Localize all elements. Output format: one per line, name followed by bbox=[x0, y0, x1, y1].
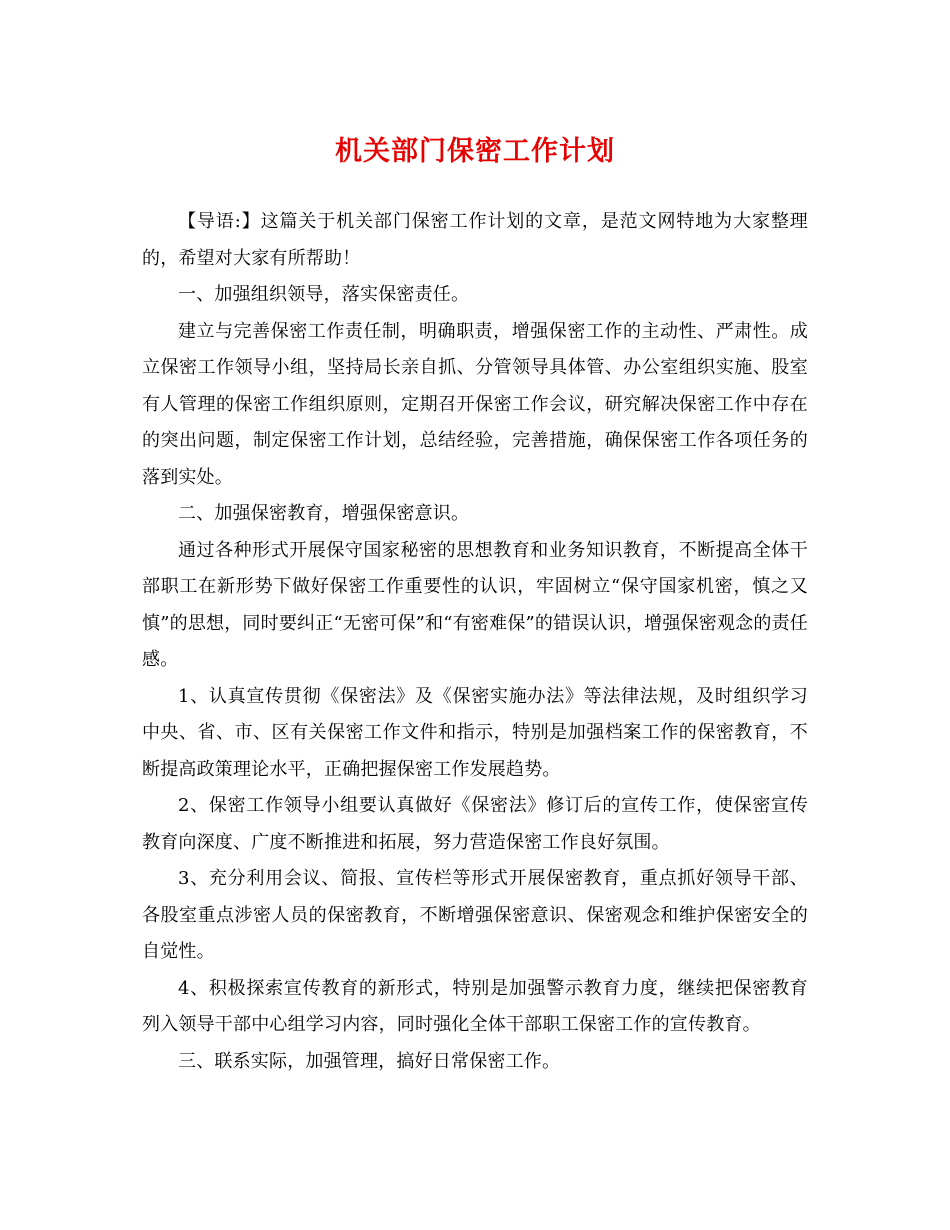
list-item-2: 2、保密工作领导小组要认真做好《保密法》修订后的宣传工作，使保密宣传教育向深度、广度不断推进和拓展，努力营造保密工作良好氛围。 bbox=[142, 795, 808, 853]
page-title: 机关部门保密工作计划 bbox=[335, 136, 615, 167]
section-heading-3: 三、联系实际，加强管理，搞好日常保密工作。 bbox=[178, 1050, 561, 1072]
document-body bbox=[142, 204, 808, 1080]
body-paragraph: 通过各种形式开展保守国家秘密的思想教育和业务知识教育，不断提高全体干部职工在新形势下做好保密工作重要性的认识，牢固树立“保守国家机密，慎之又慎”的思想，同时要纠正“无密可保”和“有密难保”的错误认识，增强保密观念的责任感。 bbox=[142, 539, 808, 670]
list-item-1: 1、认真宣传贯彻《保密法》及《保密实施办法》等法律法规，及时组织学习中央、省、市、区有关保密工作文件和指示，特别是加强档案工作的保密教育，不断提高政策理论水平，正确把握保密工作发展趋势。 bbox=[142, 685, 808, 780]
section-heading-2: 二、加强保密教育，增强保密意识。 bbox=[178, 503, 470, 524]
list-item-4: 4、积极探索宣传教育的新形式，特别是加强警示教育力度，继续把保密教育列入领导干部中心组学习内容，同时强化全体干部职工保密工作的宣传教育。 bbox=[142, 977, 808, 1035]
section-heading-1: 一、加强组织领导，落实保密责任。 bbox=[178, 284, 470, 305]
intro-paragraph: 【导语:】这篇关于机关部门保密工作计划的文章，是范文网特地为大家整理的，希望对大家有所帮助！ bbox=[142, 211, 808, 269]
list-item-3: 3、充分利用会议、简报、宣传栏等形式开展保密教育，重点抓好领导干部、各股室重点涉密人员的保密教育，不断增强保密意识、保密观念和维护保密安全的自觉性。 bbox=[142, 868, 808, 962]
body-paragraph: 建立与完善保密工作责任制，明确职责，增强保密工作的主动性、严肃性。成立保密工作领导小组，坚持局长亲自抓、分管领导具体管、办公室组织实施、股室有人管理的保密工作组织原则，定期召开保密工作会议，研究解决保密工作中存在的突出问题，制定保密工作计划，总结经验，完善措施，确保保密工作各项任务的落到实处。 bbox=[142, 320, 808, 488]
